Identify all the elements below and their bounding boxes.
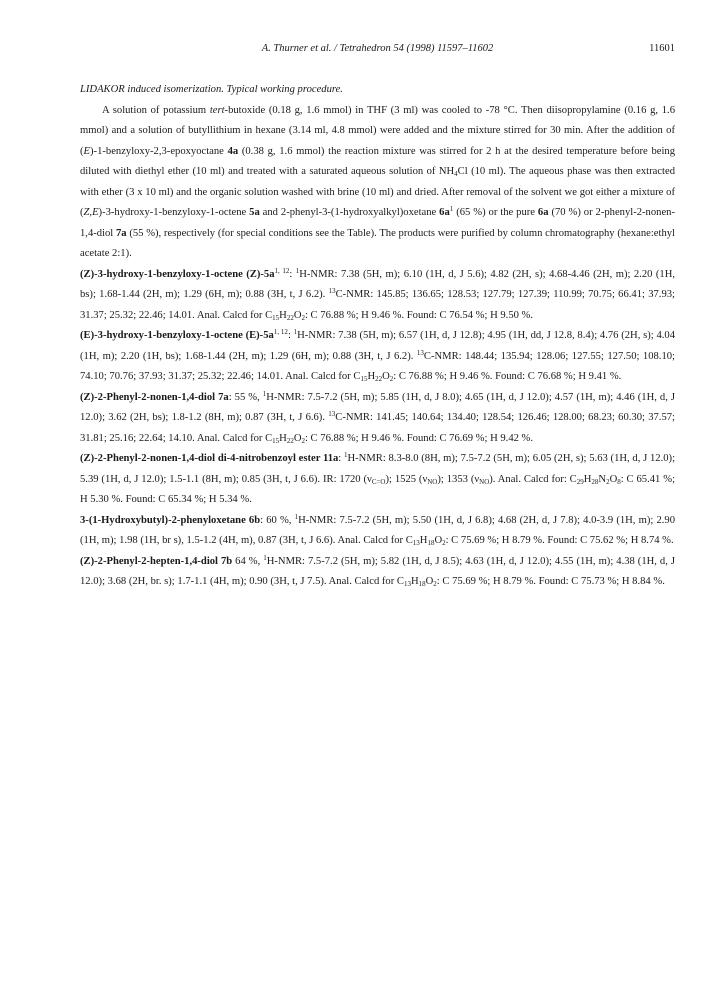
- formula-subscript: 13: [412, 539, 420, 547]
- formula-subscript: 22: [286, 313, 294, 322]
- formula-element: H: [419, 535, 428, 546]
- entry-text: H-NMR: 7.38 (5H, m); 6.10 (1H, d, J 5.6); 4.82 (2H, s); 4.68-4.46 (2H, m); 2.20 (1H, bs); 1.68-1.44 (2H, m); 1.29 (6H, m); 0.88 (3H, t, J 6.2).: [80, 268, 676, 300]
- entry-text: :: [287, 330, 294, 341]
- procedure-text: (0.38 g, 1.6 mmol) the reaction mixture was stirred for 2 h at the desired temperature before being diluted with diethyl ether (10 ml) and treated with a saturated aqueous solution of NH: [80, 145, 675, 177]
- formula-element: O: [293, 309, 302, 321]
- entry-text: C-NMR: 141.45; 140.64; 134.40; 128.54; 126.46; 128.00; 68.23; 60.30; 37.57; 31.81; 25.16; 22.64; 14.10. Anal. Calcd for C: [80, 412, 675, 444]
- ir-subscript: NO: [427, 477, 438, 486]
- compound-entry-7b: [80, 552, 675, 593]
- formula-element: O: [293, 432, 302, 444]
- procedure-text: )-1-benzyloxy-2,3-epoxyoctane: [90, 145, 228, 157]
- compound-ref: 6a: [439, 207, 450, 218]
- page-body: [80, 80, 675, 593]
- formula-subscript: 22: [286, 436, 294, 445]
- formula-subscript: 2: [442, 539, 446, 547]
- procedure-italic: Z,E: [83, 207, 99, 218]
- entry-text: H-NMR: 8.3-8.0 (8H, m); 7.5-7.2 (5H, m); 6.05 (2H, s); 5.63 (1H, d, J 12.0); 5.39 (1H, d, J 12.0); 1.5-1.1 (8H, m); 0.85 (3H, t, J 6.6). IR: 1720 (ν: [80, 453, 676, 485]
- entry-text: H-NMR: 7.5-7.2 (5H, m); 5.85 (1H, d, J 8.0); 4.65 (1H, d, J 12.0); 4.57 (1H, m); 4.46 (1H, d, J 12.0); 3.62 (2H, bs); 1.8-1.2 (8H, m); 0.87 (3H, t, J 6.6).: [80, 391, 675, 423]
- section-title: LIDAKOR induced isomerization. Typical working procedure.: [80, 84, 343, 95]
- isotope-superscript: 13: [416, 348, 424, 357]
- isotope-superscript: 1: [293, 328, 298, 336]
- entry-text: : C 76.88 %; H 9.46 %. Found: C 76.69 %; H 9.42 %.: [304, 432, 534, 444]
- formula-subscript: 2: [301, 313, 305, 322]
- reference-superscript: 1, 12: [273, 328, 288, 336]
- reference-superscript: 1: [449, 205, 454, 213]
- formula-element: N: [598, 473, 607, 485]
- entry-text: ); 1353 (ν: [437, 473, 480, 485]
- compound-entry-6b: [80, 511, 675, 552]
- formula-subscript: 13: [403, 580, 411, 588]
- formula-subscript: 22: [375, 375, 383, 383]
- isotope-superscript: 1: [295, 266, 300, 275]
- entry-text: C-NMR: 145.85; 136.65; 128.53; 127.79; 127.39; 110.99; 70.75; 66.41; 37.93; 31.37; 25.32; 22.46; 14.01. Anal. Calcd for C: [80, 289, 675, 321]
- entry-text: ); 1525 (ν: [385, 473, 428, 485]
- procedure-italic: E: [83, 145, 91, 157]
- isotope-superscript: 1: [262, 389, 267, 398]
- formula-element: H: [410, 576, 419, 587]
- compound-name: (Z)-2-Phenyl-2-nonen-1,4-diol 7a: [80, 391, 229, 403]
- entry-text: C-NMR: 148.44; 135.94; 128.06; 127.55; 127.50; 108.10; 74.10; 70.76; 37.93; 31.37; 25.32; 22.46; 14.01. Anal. Calcd for C: [80, 350, 675, 382]
- formula-element: H: [367, 371, 376, 382]
- formula-subscript: 18: [427, 539, 435, 547]
- formula-subscript: 2: [389, 375, 394, 383]
- formula-subscript: 8: [617, 477, 621, 486]
- formula-subscript: 15: [272, 436, 280, 445]
- running-title: A. Thurner et al. / Tetrahedron 54 (1998) 11597–11602: [261, 43, 494, 54]
- formula-subscript: 29: [576, 477, 584, 486]
- formula-element: H: [279, 309, 287, 321]
- ir-subscript: C=O: [371, 477, 386, 486]
- formula-subscript: 2: [433, 580, 437, 588]
- isotope-superscript: 1: [294, 512, 299, 521]
- compound-entry-e5a: [80, 326, 675, 388]
- entry-text: : C 75.69 %; H 8.79 %. Found: C 75.73 %; H 8.84 %.: [436, 576, 665, 587]
- page-number: 11601: [649, 43, 675, 54]
- compound-ref: 4a: [227, 145, 239, 157]
- procedure-text: )-3-hydroxy-1-benzyloxy-1-octene: [98, 207, 250, 218]
- entry-text: : 55 %,: [228, 391, 263, 403]
- entry-text: H-NMR: 7.5-7.2 (5H, m); 5.82 (1H, d, J 8.5); 4.63 (1H, d, J 12.0); 4.55 (1H, m); 4.38 (1H, d, J 12.0); 3.68 (2H, br. s); 1.7-1.1 (4H, m); 0.90 (3H, t, J 7.5). Anal. Calcd for C: [80, 555, 675, 587]
- formula-element: O: [609, 473, 618, 485]
- formula-subscript: 2: [606, 477, 610, 486]
- entry-text: : C 76.88 %; H 9.46 %. Found: C 76.68 %; H 9.41 %.: [393, 371, 622, 382]
- entry-text: : C 65.41 %; H 5.30 %. Found: C 65.34 %; H 5.34 %.: [80, 473, 676, 505]
- compound-ref: 5a: [249, 207, 260, 218]
- ir-subscript: NO: [479, 477, 490, 486]
- procedure-text: -butoxide (0.18 g, 1.6 mmol) in THF (3 ml) was cooled to -78 °C. Then diisopropylamine (0.16 g, 1.6 mmol) and a solution of butyllithium in hexane (3.14 ml, 4.8 mmol) were added and the mixture stirred for 30 min. After the addition of (: [80, 104, 675, 157]
- entry-text: H-NMR: 7.38 (5H, m); 6.57 (1H, d, J 12.8); 4.95 (1H, dd, J 12.8, 8.4); 4.76 (2H, s); 4.04 (1H, m); 2.20 (1H, bs); 1.68-1.44 (2H, m); 1.29 (6H, m); 0.88 (3H, t, J 6.2).: [80, 330, 675, 362]
- procedure-text: A solution of potassium: [102, 104, 210, 116]
- formula-subscript: 15: [360, 375, 368, 383]
- entry-text: H-NMR: 7.5-7.2 (5H, m); 5.50 (1H, d, J 6.8); 4.68 (2H, d, J 7.8); 4.0-3.9 (1H, m); 2.90 (1H, m); 1.98 (1H, br s), 1.5-1.2 (4H, m), 0.87 (3H, t, J 6.6). Anal. Calcd for C: [80, 514, 675, 546]
- compound-entry-7a: [80, 388, 675, 450]
- formula-subscript: 2: [301, 436, 305, 445]
- compound-name: (Z)-2-Phenyl-2-nonen-1,4-diol di-4-nitrobenzoyl ester 11a: [80, 453, 339, 464]
- isotope-superscript: 1: [263, 553, 267, 562]
- formula-subscript: 15: [272, 313, 280, 322]
- isotope-superscript: 13: [328, 287, 336, 295]
- reference-superscript: 1, 12: [274, 266, 290, 275]
- formula-element: O: [434, 535, 443, 546]
- running-head: [80, 43, 675, 59]
- compound-ref: 7a: [116, 227, 127, 239]
- procedure-text: Cl (10 ml). The aqueous phase was then extracted with ether (3 x 10 ml) and the organic solution washed with brine (10 ml) and dried. After removal of the solvent we got either a mixture of (: [80, 166, 675, 218]
- entry-text: : 60 %,: [260, 514, 295, 526]
- compound-name: (Z)-2-Phenyl-2-hepten-1,4-diol 7b: [80, 555, 233, 567]
- formula-element: O: [425, 576, 434, 587]
- procedure-italic: tert: [209, 104, 225, 116]
- procedure-text: (70 %) or 2-phenyl-2-nonen-1,4-diol: [80, 207, 675, 239]
- formula-element: H: [279, 432, 287, 444]
- compound-entry-z5a: [80, 265, 675, 327]
- isotope-superscript: 1: [344, 451, 348, 459]
- procedure-text: (55 %), respectively (for special conditions see the Table). The products were purified by column chromatography (hexane:ethyl acetate 2:1).: [80, 227, 675, 259]
- compound-entry-11a: [80, 449, 675, 511]
- entry-text: :: [338, 453, 344, 464]
- procedure-text: (65 %) or the pure: [453, 207, 538, 218]
- procedure-paragraph: [80, 101, 675, 265]
- compound-name: (E)-3-hydroxy-1-benzyloxy-1-octene (E)-5a: [80, 330, 274, 341]
- entry-text: ). Anal. Calcd for: C: [489, 473, 577, 485]
- compound-ref: 6a: [537, 207, 549, 218]
- formula-element: O: [382, 371, 390, 382]
- isotope-superscript: 13: [328, 410, 336, 418]
- entry-text: 64 %,: [232, 555, 264, 567]
- entry-text: :: [289, 268, 296, 280]
- formula-subscript: 18: [418, 580, 426, 588]
- compound-name: (Z)-3-hydroxy-1-benzyloxy-1-octene (Z)-5a: [80, 268, 275, 280]
- compound-name: 3-(1-Hydroxybutyl)-2-phenyloxetane 6b: [80, 514, 261, 526]
- subscript: 4: [454, 170, 458, 178]
- formula-element: H: [583, 473, 592, 485]
- procedure-text: and 2-phenyl-3-(1-hydroxyalkyl)oxetane: [259, 207, 440, 218]
- entry-text: : C 76.88 %; H 9.46 %. Found: C 76.54 %; H 9.50 %.: [304, 309, 534, 321]
- formula-subscript: 28: [591, 477, 599, 486]
- entry-text: : C 75.69 %; H 8.79 %. Found: C 75.62 %; H 8.74 %.: [445, 535, 674, 546]
